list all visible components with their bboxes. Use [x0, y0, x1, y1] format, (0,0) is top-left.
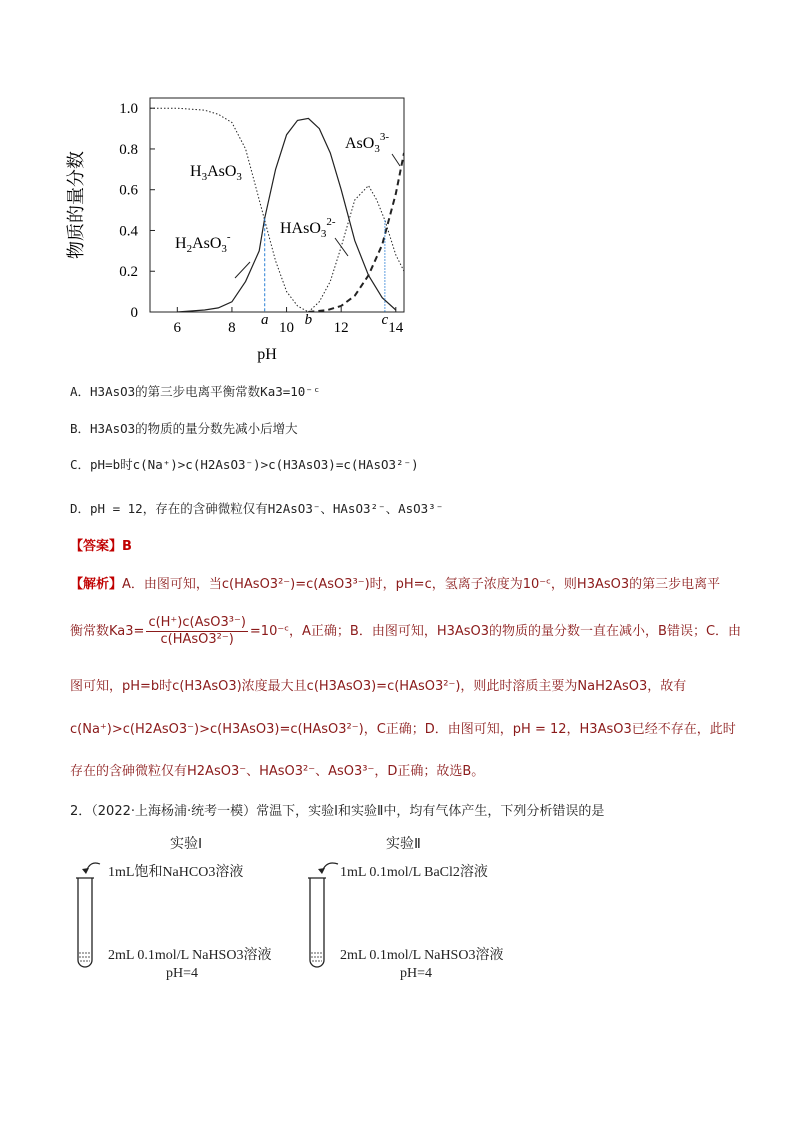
y-tick-label: 0.2 [119, 264, 138, 281]
label-aso3: AsO$_3^{3-}$ [345, 131, 390, 155]
analysis-line-3: 图可知，pH=b时c(H3AsO3)浓度最大且c(H3AsO3)=c(HAsO3²⁻)，则此时溶质主要为NaH2AsO3，故有 [70, 679, 687, 694]
tube-1-body [78, 878, 92, 967]
analysis-text-1: A．由图可知，当c(HAsO3²⁻)=c(AsO3³⁻)时，pH=c，氢离子浓度为10⁻ᶜ，则H3AsO3的第三步电离平 [122, 577, 721, 592]
arrow-head-icon [318, 868, 325, 874]
y-axis-label: 物质的量分数 [66, 151, 87, 259]
label-h3aso3: $H_3AsO_3$ [190, 163, 242, 183]
exp2-added: 1mL 0.1mol/L BaCl2溶液 [340, 865, 488, 880]
arrow-icon [86, 863, 100, 872]
ka3-fraction [146, 615, 247, 648]
analysis-text-2-post: =10⁻ᶜ，A正确；B．由图可知，H3AsO3的物质的量分数一直在减小，B错误；C．由 [249, 624, 742, 639]
y-tick-label: 0.8 [119, 141, 138, 158]
analysis-line-5: 存在的含砷微粒仅有H2AsO3⁻、HAsO3²⁻、AsO3³⁻，D正确；故选B。 [70, 764, 485, 779]
arrow-head-icon [82, 868, 89, 874]
analysis-text-2-pre: 衡常数Ka3= [70, 624, 145, 639]
option-d: D．pH = 12，存在的含砷微粒仅有H2AsO3⁻、HAsO3²⁻、AsO3³⁻ [70, 501, 444, 516]
y-tick-label: 1.0 [119, 101, 138, 118]
analysis-line-4: c(Na⁺)>c(H2AsO3⁻)>c(H3AsO3)=c(HAsO3²⁻)，C正确；D．由图可知，pH = 12，H3AsO3已经不存在，此时 [70, 722, 736, 737]
analysis-line-1 [70, 575, 720, 595]
x-marker-b: b [304, 312, 313, 328]
exp1-solution: 2mL 0.1mol/L NaHSO3溶液 [108, 948, 272, 963]
exp1-title: 实验Ⅰ [170, 837, 203, 852]
ka3-denominator: c(HAsO3²⁻) [160, 632, 234, 647]
question-2: 2．（2022·上海杨浦·统考一模）常温下，实验Ⅰ和实验Ⅱ中，均有气体产生，下列分析错误的是 [70, 804, 605, 819]
label-haso3: HAsO$_3^{2-}$ [280, 216, 336, 240]
analysis-line-2 [70, 615, 741, 648]
y-tick-label: 0 [130, 305, 138, 321]
leader-aso3 [392, 154, 400, 166]
tube-1-liquid [79, 953, 91, 961]
x-tick-label: 10 [279, 320, 295, 336]
exp2-ph: pH=4 [400, 966, 433, 981]
x-tick-label: 6 [173, 320, 182, 336]
label-h2aso3: $H_2AsO_3^-$ [175, 231, 231, 255]
x-axis-label: pH [257, 346, 277, 363]
x-tick-label: 8 [228, 320, 236, 336]
test-tube-1 [70, 850, 130, 975]
ka3-numerator: c(H⁺)c(AsO3³⁻) [148, 615, 246, 630]
exp2-solution: 2mL 0.1mol/L NaHSO3溶液 [340, 948, 504, 963]
analysis-label: 【解析】 [70, 577, 123, 592]
arrow-icon [322, 863, 338, 872]
exp1-added: 1mL饱和NaHCO3溶液 [108, 865, 244, 880]
exp1-ph: pH=4 [166, 966, 199, 981]
option-a: A．H3AsO3的第三步电离平衡常数Ka3=10⁻ᶜ [70, 384, 321, 399]
option-c: C．pH=b时c(Na⁺)>c(H2AsO3⁻)>c(H3AsO3)=c(HAsO3²⁻) [70, 457, 419, 472]
tube-2-liquid [311, 953, 323, 961]
answer-label: 【答案】 [70, 539, 123, 554]
x-marker-a: a [260, 312, 269, 328]
species-fraction-chart [60, 88, 420, 378]
y-tick-label: 0.4 [119, 223, 138, 240]
answer-line [70, 537, 132, 557]
answer-value: B [122, 539, 132, 554]
x-marker-c: c [381, 312, 389, 328]
leader-haso3 [335, 238, 348, 256]
tube-2-body [310, 878, 324, 967]
option-b: B．H3AsO3的物质的量分数先减小后增大 [70, 421, 298, 436]
x-tick-label: 12 [333, 320, 349, 336]
plot-frame [150, 98, 404, 312]
y-tick-label: 0.6 [119, 182, 138, 199]
x-tick-label: 14 [388, 320, 404, 336]
exp2-title: 实验Ⅱ [386, 837, 421, 852]
series-h3aso3-line [150, 108, 308, 312]
test-tube-2 [300, 850, 360, 975]
